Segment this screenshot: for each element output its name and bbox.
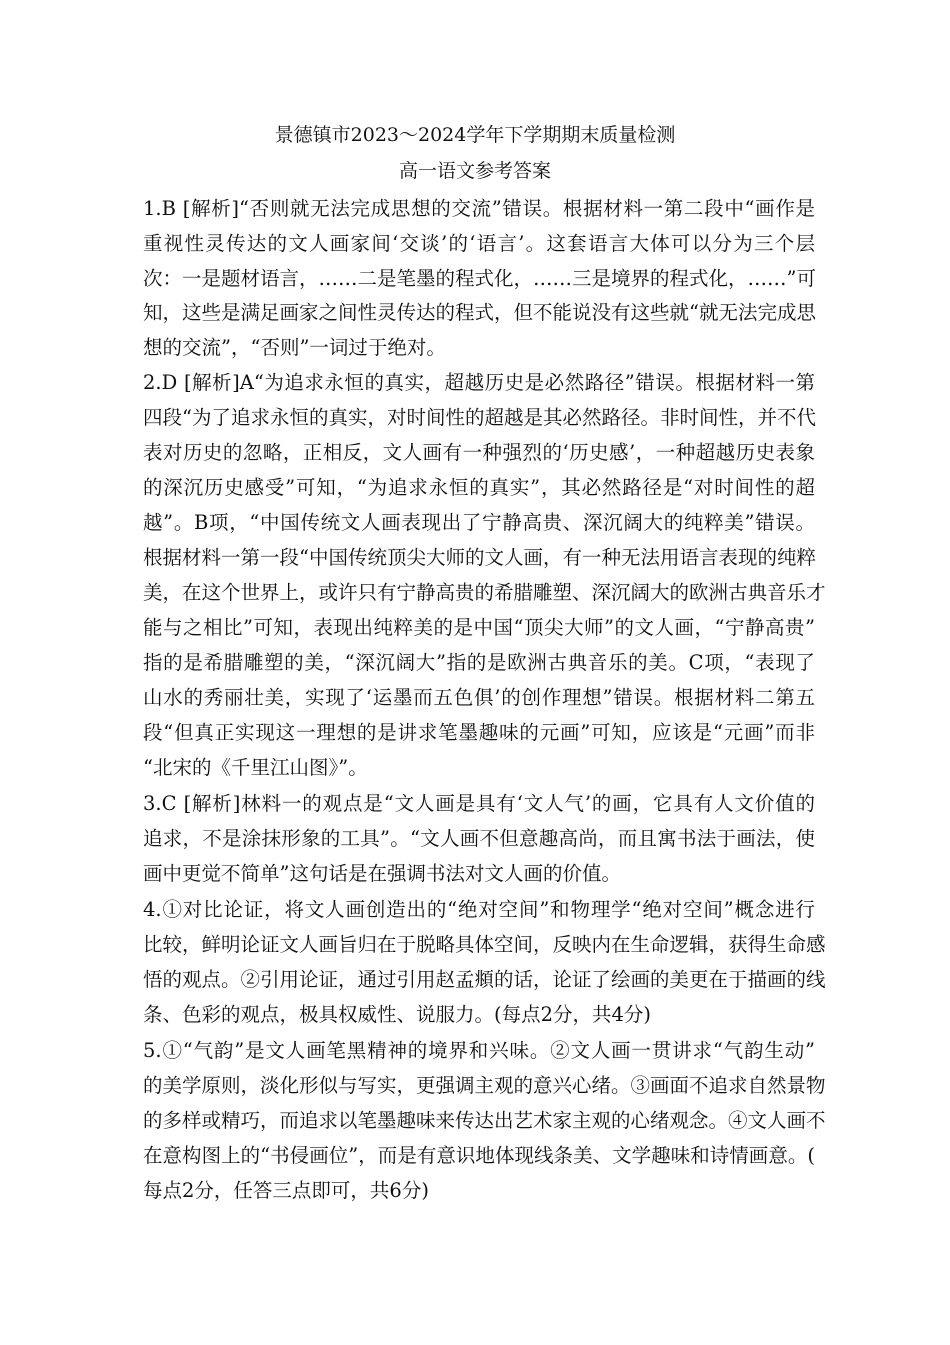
answer-5-line-1: 5.①“气韵”是文人画笔黑精神的境界和兴味。②文人画一贯讲求“气韵生动”	[143, 1039, 815, 1062]
page-subtitle: 高一语文参考答案	[398, 160, 551, 182]
answer-1-line-1: 1.B [解析]“否则就无法完成思想的交流”错误。根据材料一第二段中“画作是	[143, 197, 815, 220]
answer-5-line-2: 的美学原则，淡化形似与写实，更强调主观的意兴心绪。③画面不追求自然景物	[143, 1074, 826, 1097]
page-title: 景德镇市2023～2024学年下学期期末质量检测	[274, 124, 676, 146]
answer-4-line-2: 比较，鲜明论证文人画旨归在于脱略具体空间，反映内在生命逻辑，获得生命感	[143, 933, 826, 956]
answer-2-line-12: “北宋的《千里江山图》”。	[143, 756, 368, 779]
answer-2-line-3: 表对历史的忽略，正相反，文人画有一种强烈的‘历史感’，一种超越历史表象	[143, 441, 815, 464]
answer-2-line-11: 段“但真正实现这一理想的是讲求笔墨趣味的元画”可知，应该是“元画”而非	[143, 721, 815, 744]
answer-2-line-8: 能与之相比”可知，表现出纯粹美的是中国“顶尖大师”的文人画，“宁静高贵”	[143, 616, 815, 639]
answer-5-line-3: 的多样或精巧，而追求以笔墨趣味来传达出艺术家主观的心绪观念。④文人画不	[143, 1109, 826, 1132]
answer-5-line-4: 在意构图上的“书侵画位”，而是有意识地体现线条美、文学趣味和诗情画意。(	[143, 1144, 815, 1167]
answer-4-line-4: 条、色彩的观点，极具权威性、说服力。(每点2分，共4分)	[143, 1003, 652, 1026]
answer-1-line-2: 重视性灵传达的文人画家间‘交谈’的‘语言’。这套语言大体可以分为三个层	[143, 232, 815, 255]
answer-2-line-10: 山水的秀丽壮美，实现了‘运墨而五色俱’的创作理想”错误。根据材料二第五	[143, 686, 815, 709]
answer-3-line-3: 画中更觉不简单”这句话是在强调书法对文人画的价值。	[143, 862, 621, 885]
answer-1-line-5: 想的交流”，“否则”一词过于绝对。	[143, 336, 446, 359]
answer-2-line-2: 四段“为了追求永恒的真实，对时间性的超越是其必然路径。非时间性，并不代	[143, 406, 816, 429]
answer-1-line-3: 次：一是题材语言，……二是笔墨的程式化，……三是境界的程式化，……”可	[143, 267, 816, 290]
answer-2-line-1: 2.D [解析]A“为追求永恒的真实，超越历史是必然路径”错误。根据材料一第	[143, 371, 815, 394]
answer-4-line-1: 4.①对比论证，将文人画创造出的“绝对空间”和物理学“绝对空间”概念进行	[143, 898, 815, 921]
answer-4-line-3: 悟的观点。②引用论证，通过引用赵孟頫的话，论证了绘画的美更在于描画的线	[143, 968, 826, 991]
answer-3-line-1: 3.C [解析]林料一的观点是“文人画是具有‘文人气’的画，它具有人文价值的	[143, 792, 815, 815]
answer-2-line-5: 越”。B项，“中国传统文人画表现出了宁静高贵、深沉阔大的纯粹美”错误。	[143, 511, 815, 534]
answer-2-line-4: 的深沉历史感受”可知，“为追求永恒的真实”，其必然路径是“对时间性的超	[143, 476, 815, 499]
answer-1-line-4: 知，这些是满足画家之间性灵传达的程式，但不能说没有这些就“就无法完成思	[143, 301, 816, 324]
answer-3-line-2: 追求，不是涂抹形象的工具”。“文人画不但意趣高尚，而且寓书法于画法，使	[143, 827, 815, 850]
answer-2-line-7: 美，在这个世界上，或许只有宁静高贵的希腊雕塑、深沉阔大的欧洲古典音乐才	[143, 581, 826, 604]
answer-2-line-9: 指的是希腊雕塑的美，“深沉阔大”指的是欧洲古典音乐的美。C项，“表现了	[143, 651, 815, 674]
answer-2-line-6: 根据材料一第一段“中国传统顶尖大师的文人画，有一种无法用语言表现的纯粹	[143, 546, 816, 569]
answer-5-line-5: 每点2分，任答三点即可，共6分)	[143, 1179, 429, 1202]
